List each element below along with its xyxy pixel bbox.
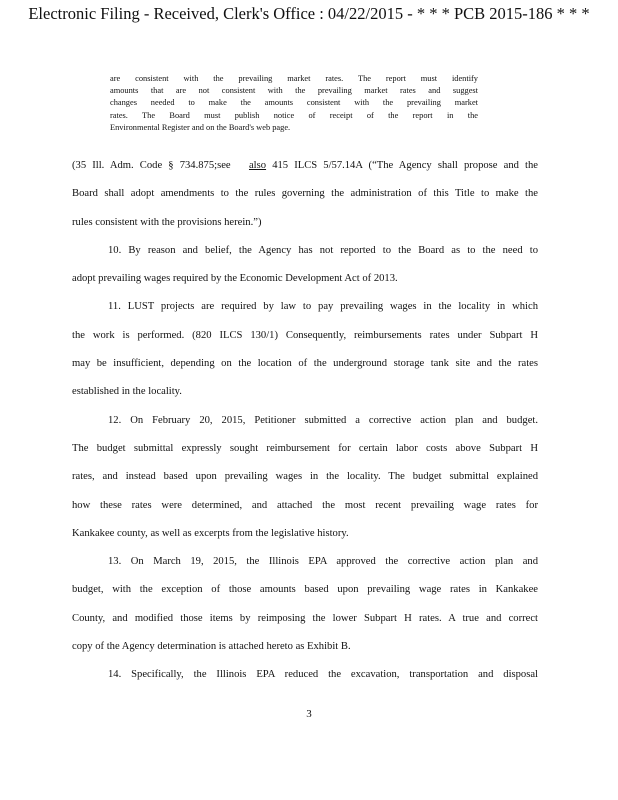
paragraph-10-line: 10. By reason and belief, the Agency has not reported to the Board as to the need to <box>108 244 538 256</box>
filing-stamp-header: Electronic Filing - Received, Clerk's Office : 04/22/2015 - * * * PCB 2015-186 * * * <box>28 4 590 23</box>
paragraph-11-line: established in the locality. <box>72 386 182 398</box>
citation-line <box>72 152 538 180</box>
paragraph-12-line: 12. On February 20, 2015, Petitioner submitted a corrective action plan and budget. <box>108 414 538 426</box>
paragraph-13-line: 13. On March 19, 2015, the Illinois EPA approved the corrective action plan and <box>108 556 538 568</box>
paragraph-10-line: adopt prevailing wages required by the Economic Development Act of 2013. <box>72 273 398 285</box>
paragraph-12-line: The budget submittal expressly sought reimbursement for certain labor costs above Subpart H <box>72 442 538 454</box>
paragraph-12-line: rates, and instead based upon prevailing wages in the locality. The budget submittal explained <box>72 471 538 483</box>
quote-line: changes needed to make the amounts consistent with the prevailing market <box>110 98 478 108</box>
paragraph-12-line: Kankakee county, as well as excerpts from the legislative history. <box>72 527 349 539</box>
paragraph-14-line: 14. Specifically, the Illinois EPA reduced the excavation, transportation and disposal <box>108 669 538 681</box>
paragraph-11-line: the work is performed. (820 ILCS 130/1) Consequently, reimbursements rates under Subpart H <box>72 329 538 341</box>
citation-line: rules consistent with the provisions herein.”) <box>72 216 262 228</box>
paragraph-13-line: budget, with the exception of those amounts based upon prevailing wage rates in Kankakee <box>72 584 538 596</box>
quote-line: are consistent with the prevailing market rates. The report must identify <box>110 74 478 83</box>
page-number: 3 <box>306 708 312 720</box>
block-quote <box>110 73 478 134</box>
quote-line: amounts that are not consistent with the prevailing market rates and suggest <box>110 86 478 96</box>
citation-line: Board shall adopt amendments to the rules governing the administration of this Title to make the <box>72 188 538 200</box>
citation-underlined: also <box>248 160 267 171</box>
citation-pre: (35 Ill. Adm. Code § 734.875;see <box>72 160 231 171</box>
paragraph-13-line: County, and modified those items by reimposing the lower Subpart H rates. A true and correct <box>72 612 538 624</box>
paragraph-11-line: may be insufficient, depending on the location of the underground storage tank site and the rates <box>72 358 538 370</box>
document-body <box>72 152 538 690</box>
paragraph-12-line: how these rates were determined, and attached the most recent prevailing wage rates for <box>72 499 538 511</box>
paragraph-11-line: 11. LUST projects are required by law to pay prevailing wages in the locality in which <box>108 301 538 313</box>
quote-line: rates. The Board must publish notice of receipt of the report in the <box>110 110 478 120</box>
quote-line: Environmental Register and on the Board's web page. <box>110 122 291 132</box>
citation-post: 415 ILCS 5/57.14A (“The Agency shall propose and the <box>272 160 538 171</box>
paragraph-13-line: copy of the Agency determination is attached hereto as Exhibit B. <box>72 641 351 653</box>
